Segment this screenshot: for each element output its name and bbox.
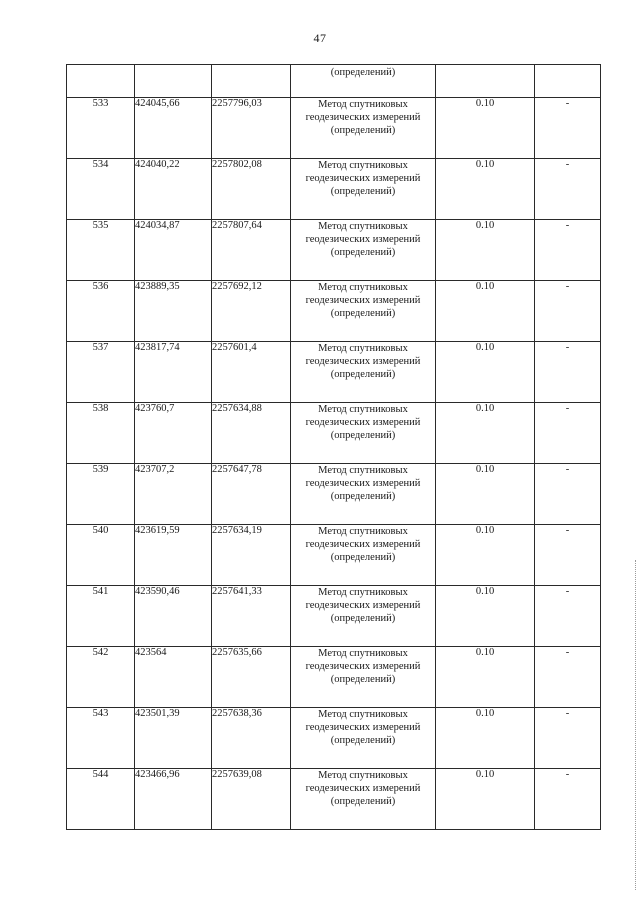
accuracy: 0.10 bbox=[436, 464, 535, 525]
accuracy: 0.10 bbox=[436, 98, 535, 159]
note: - bbox=[535, 342, 601, 403]
method-line: (определений) bbox=[330, 552, 396, 563]
method-line: Метод спутниковых bbox=[318, 99, 408, 110]
accuracy: 0.10 bbox=[436, 220, 535, 281]
method-line: геодезических измерений bbox=[305, 600, 421, 611]
coord-x: 423501,39 bbox=[135, 708, 212, 769]
table-row bbox=[67, 281, 601, 342]
method-line: Метод спутниковых bbox=[318, 160, 408, 171]
method-line: Метод спутниковых bbox=[318, 770, 408, 781]
method-line: Метод спутниковых bbox=[318, 465, 408, 476]
method-line: (определений) bbox=[330, 67, 396, 78]
continued-row bbox=[67, 65, 601, 98]
accuracy: 0.10 bbox=[436, 342, 535, 403]
method-line: (определений) bbox=[330, 247, 396, 258]
coord-y: 2257638,36 bbox=[212, 708, 291, 769]
method-cell bbox=[291, 220, 436, 281]
table-row bbox=[67, 464, 601, 525]
point-number: 538 bbox=[67, 403, 135, 464]
point-number: 535 bbox=[67, 220, 135, 281]
coord-y: 2257639,08 bbox=[212, 769, 291, 830]
coord-x: 424040,22 bbox=[135, 159, 212, 220]
accuracy: 0.10 bbox=[436, 281, 535, 342]
accuracy: 0.10 bbox=[436, 525, 535, 586]
table-row bbox=[67, 647, 601, 708]
point-number: 544 bbox=[67, 769, 135, 830]
note: - bbox=[535, 403, 601, 464]
table-row bbox=[67, 403, 601, 464]
coord-x: 423889,35 bbox=[135, 281, 212, 342]
method-line: (определений) bbox=[330, 430, 396, 441]
method-line: геодезических измерений bbox=[305, 539, 421, 550]
cell-accuracy bbox=[436, 65, 535, 98]
coord-x: 423817,74 bbox=[135, 342, 212, 403]
coord-x: 423707,2 bbox=[135, 464, 212, 525]
method-cell bbox=[291, 281, 436, 342]
cell-note bbox=[535, 65, 601, 98]
method-cell bbox=[291, 647, 436, 708]
coord-x: 424045,66 bbox=[135, 98, 212, 159]
coord-y: 2257634,88 bbox=[212, 403, 291, 464]
table-row bbox=[67, 159, 601, 220]
method-line: (определений) bbox=[330, 186, 396, 197]
method-line: (определений) bbox=[330, 674, 396, 685]
note: - bbox=[535, 708, 601, 769]
method-cell bbox=[291, 525, 436, 586]
point-number: 534 bbox=[67, 159, 135, 220]
method-line: (определений) bbox=[330, 491, 396, 502]
accuracy: 0.10 bbox=[436, 769, 535, 830]
accuracy: 0.10 bbox=[436, 586, 535, 647]
accuracy: 0.10 bbox=[436, 647, 535, 708]
note: - bbox=[535, 586, 601, 647]
coord-y: 2257807,64 bbox=[212, 220, 291, 281]
accuracy: 0.10 bbox=[436, 159, 535, 220]
method-line: Метод спутниковых bbox=[318, 282, 408, 293]
note: - bbox=[535, 220, 601, 281]
method-line: геодезических измерений bbox=[305, 661, 421, 672]
method-line: Метод спутниковых bbox=[318, 404, 408, 415]
method-line: геодезических измерений bbox=[305, 356, 421, 367]
coord-x: 423760,7 bbox=[135, 403, 212, 464]
note: - bbox=[535, 98, 601, 159]
cell-y bbox=[212, 65, 291, 98]
method-cell bbox=[291, 403, 436, 464]
table-row bbox=[67, 586, 601, 647]
coord-y: 2257692,12 bbox=[212, 281, 291, 342]
coord-y: 2257796,03 bbox=[212, 98, 291, 159]
coord-y: 2257635,66 bbox=[212, 647, 291, 708]
table-row bbox=[67, 708, 601, 769]
method-line: (определений) bbox=[330, 735, 396, 746]
table-row bbox=[67, 220, 601, 281]
method-cell bbox=[291, 586, 436, 647]
cell-method bbox=[291, 65, 436, 98]
accuracy: 0.10 bbox=[436, 403, 535, 464]
method-line: геодезических измерений bbox=[305, 112, 421, 123]
point-number: 539 bbox=[67, 464, 135, 525]
method-cell bbox=[291, 769, 436, 830]
method-line: (определений) bbox=[330, 613, 396, 624]
method-line: геодезических измерений bbox=[305, 173, 421, 184]
note: - bbox=[535, 525, 601, 586]
method-line: (определений) bbox=[330, 125, 396, 136]
method-line: Метод спутниковых bbox=[318, 587, 408, 598]
point-number: 536 bbox=[67, 281, 135, 342]
point-number: 533 bbox=[67, 98, 135, 159]
scan-edge bbox=[635, 560, 640, 890]
method-cell bbox=[291, 342, 436, 403]
note: - bbox=[535, 159, 601, 220]
point-number: 543 bbox=[67, 708, 135, 769]
point-number: 541 bbox=[67, 586, 135, 647]
method-line: геодезических измерений bbox=[305, 722, 421, 733]
coord-x: 423590,46 bbox=[135, 586, 212, 647]
coordinates-table bbox=[66, 64, 601, 830]
table-row bbox=[67, 342, 601, 403]
coord-y: 2257634,19 bbox=[212, 525, 291, 586]
coord-x: 423564 bbox=[135, 647, 212, 708]
note: - bbox=[535, 464, 601, 525]
accuracy: 0.10 bbox=[436, 708, 535, 769]
coord-y: 2257641,33 bbox=[212, 586, 291, 647]
note: - bbox=[535, 281, 601, 342]
method-line: (определений) bbox=[330, 369, 396, 380]
method-line: геодезических измерений bbox=[305, 234, 421, 245]
method-cell bbox=[291, 98, 436, 159]
coord-x: 423619,59 bbox=[135, 525, 212, 586]
table-row bbox=[67, 769, 601, 830]
method-line: Метод спутниковых bbox=[318, 526, 408, 537]
table-row bbox=[67, 525, 601, 586]
method-line: (определений) bbox=[330, 796, 396, 807]
note: - bbox=[535, 647, 601, 708]
coord-y: 2257802,08 bbox=[212, 159, 291, 220]
method-line: геодезических измерений bbox=[305, 783, 421, 794]
method-line: геодезических измерений bbox=[305, 417, 421, 428]
method-line: Метод спутниковых bbox=[318, 221, 408, 232]
cell-num bbox=[67, 65, 135, 98]
coord-y: 2257647,78 bbox=[212, 464, 291, 525]
point-number: 537 bbox=[67, 342, 135, 403]
note: - bbox=[535, 769, 601, 830]
table-row bbox=[67, 98, 601, 159]
method-line: Метод спутниковых bbox=[318, 343, 408, 354]
coord-y: 2257601,4 bbox=[212, 342, 291, 403]
method-line: геодезических измерений bbox=[305, 295, 421, 306]
method-cell bbox=[291, 708, 436, 769]
method-line: геодезических измерений bbox=[305, 478, 421, 489]
method-line: (определений) bbox=[330, 308, 396, 319]
point-number: 542 bbox=[67, 647, 135, 708]
method-cell bbox=[291, 159, 436, 220]
page-number: 47 bbox=[313, 31, 327, 45]
method-line: Метод спутниковых bbox=[318, 648, 408, 659]
method-cell bbox=[291, 464, 436, 525]
coord-x: 424034,87 bbox=[135, 220, 212, 281]
method-line: Метод спутниковых bbox=[318, 709, 408, 720]
point-number: 540 bbox=[67, 525, 135, 586]
cell-x bbox=[135, 65, 212, 98]
coord-x: 423466,96 bbox=[135, 769, 212, 830]
